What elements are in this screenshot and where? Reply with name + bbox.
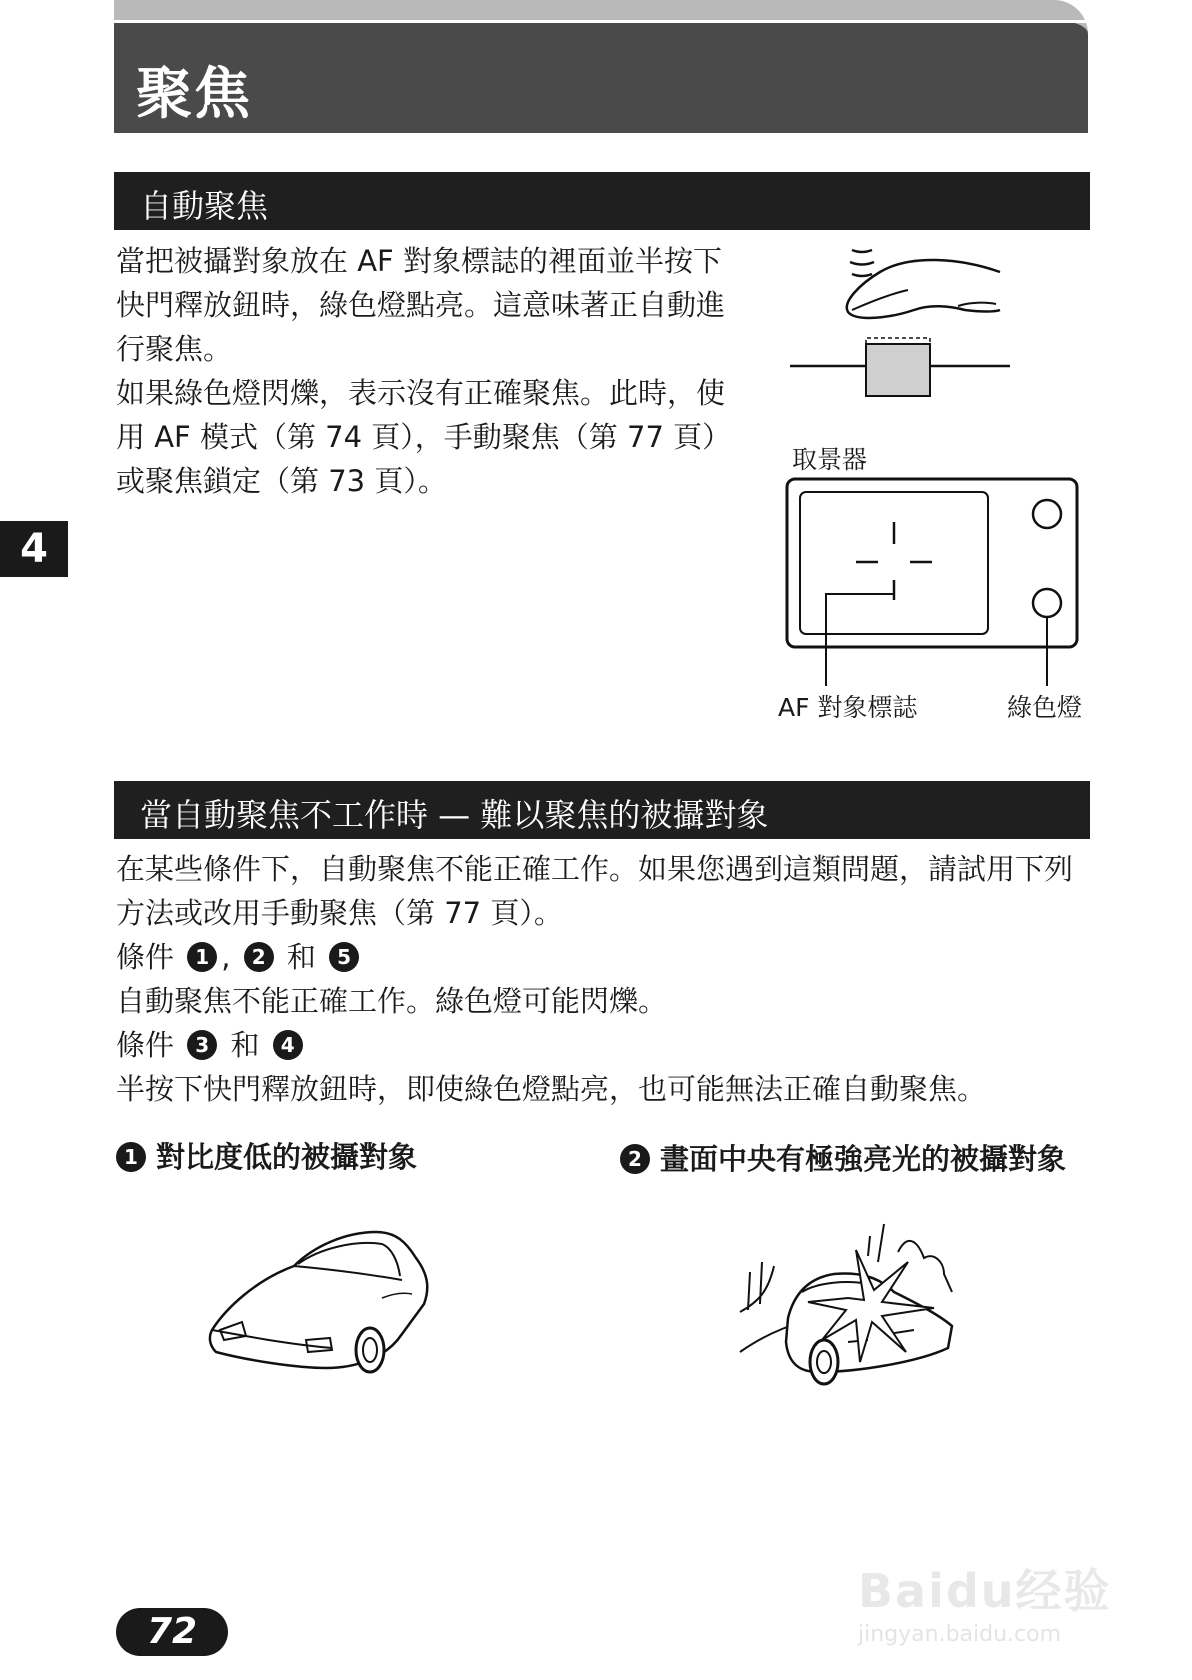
green-lamp-label: 綠色燈 — [1007, 693, 1083, 722]
example-2-heading — [620, 1137, 1066, 1178]
condition-badge: 1 — [187, 942, 217, 972]
chapter-title: 聚焦 — [136, 62, 252, 127]
af-mark-label: AF 對象標誌 — [778, 693, 918, 722]
difficult-subjects-intro — [116, 847, 1073, 935]
chapter-side-tab-number: 4 — [20, 526, 48, 572]
paragraph-line: 或聚焦鎖定（第 73 頁）。 — [116, 464, 447, 498]
example-title: 對比度低的被攝對象 — [156, 1140, 418, 1174]
condition-and: 和 — [230, 1028, 260, 1062]
green-lamp-icon — [1033, 589, 1061, 617]
bright-light-car-illustration — [738, 1222, 978, 1392]
condition-a-heading — [116, 935, 363, 979]
section-difficult-subjects-title: 當自動聚焦不工作時 — 難以聚焦的被攝對象 — [140, 796, 769, 834]
paragraph-line: 在某些條件下，自動聚焦不能正確工作。如果您遇到這類問題，請試用下列 — [116, 852, 1074, 886]
viewfinder-label: 取景器 — [792, 445, 868, 474]
paragraph-line: 行聚焦。 — [116, 332, 233, 366]
condition-prefix: 條件 — [116, 1028, 175, 1062]
condition-badge: 4 — [273, 1030, 303, 1060]
low-contrast-car-illustration — [206, 1218, 436, 1388]
section-autofocus-title: 自動聚焦 — [140, 187, 269, 225]
condition-badge: 5 — [329, 942, 359, 972]
condition-a-text: 自動聚焦不能正確工作。綠色燈可能閃爍。 — [116, 984, 668, 1018]
indicator-lamp-icon — [1033, 500, 1061, 528]
condition-prefix: 條件 — [116, 940, 175, 974]
viewfinder-diagram — [784, 476, 1084, 712]
example-title: 畫面中央有極強亮光的被攝對象 — [660, 1142, 1067, 1176]
paragraph-line: 如果綠色燈閃爍，表示沒有正確聚焦。此時，使 — [116, 376, 726, 410]
paragraph-line: 方法或改用手動聚焦（第 77 頁）。 — [116, 896, 563, 930]
chapter-header-bar — [114, 0, 1088, 133]
condition-b-heading — [116, 1023, 307, 1067]
paragraph-line: 用 AF 模式（第 74 頁），手動聚焦（第 77 頁） — [116, 420, 732, 454]
watermark-logo: Baidu经验 — [858, 1564, 1112, 1618]
condition-and: 和 — [286, 940, 316, 974]
condition-badge: 2 — [244, 942, 274, 972]
af-target-mark-icon — [856, 522, 932, 600]
page-number: 72 — [146, 1611, 198, 1652]
example-badge: 1 — [116, 1142, 146, 1172]
example-badge: 2 — [620, 1144, 650, 1174]
condition-b-text: 半按下快門釋放鈕時，即使綠色燈點亮，也可能無法正確自動聚焦。 — [116, 1072, 987, 1106]
shutter-press-illustration — [790, 240, 1020, 400]
paragraph-line: 當把被攝對象放在 AF 對象標誌的裡面並半按下 — [116, 244, 722, 278]
condition-separator: , — [221, 940, 231, 974]
watermark-url: jingyan.baidu.com — [858, 1622, 1062, 1647]
example-1-heading — [116, 1135, 417, 1176]
paragraph-line: 快門釋放鈕時，綠色燈點亮。這意味著正自動進 — [116, 288, 726, 322]
condition-badge: 3 — [187, 1030, 217, 1060]
autofocus-paragraph — [116, 239, 731, 503]
